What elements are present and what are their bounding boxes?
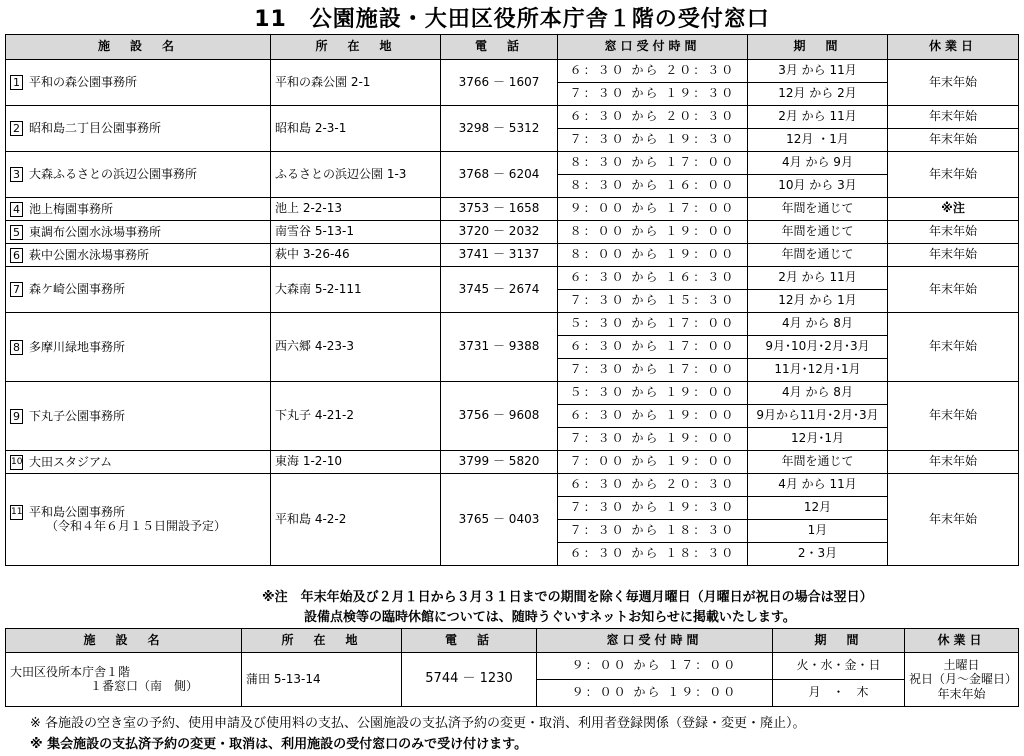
reception-time: ６：３０ から ２０：３０: [558, 106, 748, 129]
facility-name-cell: [6, 313, 271, 382]
office-header-address: 所 在 地: [242, 629, 402, 653]
reception-period: 2月 から 11月: [748, 267, 888, 290]
facility-name: 平和島公園事務所: [29, 505, 126, 520]
office-holiday-line: 年末年始: [937, 686, 986, 701]
facility-number: 3: [10, 167, 23, 182]
reception-period: 3月 から 11月: [748, 60, 888, 83]
facility-holiday: 年末年始: [888, 106, 1019, 129]
footer-note-2: ※ 集会施設の支払済予約の変更・取消は、利用施設の受付窓口のみで受け付けます。: [30, 737, 528, 752]
facility-phone: 3753 － 1658: [441, 198, 558, 221]
office-header-row: [6, 629, 1019, 653]
facility-holiday: 年末年始: [888, 451, 1019, 474]
facility-name: 平和の森公園事務所: [29, 75, 138, 89]
facility-name-cell: [6, 474, 271, 566]
facility-number: 6: [10, 248, 23, 263]
reception-period: 9月から11月･2月･3月: [748, 405, 888, 428]
reception-period: 12月 ・1月: [748, 129, 888, 152]
facility-name-cell: [6, 198, 271, 221]
office-row: [6, 653, 1019, 680]
reception-period: 4月 から 8月: [748, 313, 888, 336]
facility-holiday: 年末年始: [888, 244, 1019, 267]
facility-table: [5, 34, 1019, 566]
table-row: [6, 152, 1019, 175]
reception-period: 4月 から 8月: [748, 382, 888, 405]
reception-time: ７：３０ から １７：００: [558, 359, 748, 382]
reception-time: ８：００ から １９：００: [558, 244, 748, 267]
facility-number: 7: [10, 282, 23, 297]
reception-time: ６：３０ から １７：００: [558, 336, 748, 359]
facility-number: 11: [10, 505, 23, 520]
reception-period: 12月 から 1月: [748, 290, 888, 313]
table-row: [6, 267, 1019, 290]
facility-holiday: 年末年始: [888, 221, 1019, 244]
office-holiday-line: 祝日（月～金曜日）: [909, 672, 1018, 687]
facility-holiday: 年末年始: [888, 382, 1019, 451]
facility-phone: 3766 － 1607: [441, 60, 558, 106]
reception-period: 年間を通じて: [748, 244, 888, 267]
facility-number: 1: [10, 75, 23, 90]
facility-name-cell: [6, 267, 271, 313]
facility-phone: 3765 － 0403: [441, 474, 558, 566]
facility-address: 平和の森公園 2-1: [271, 60, 441, 106]
facility-name: 萩中公園水泳場事務所: [29, 247, 150, 262]
facility-address: 東海 1-2-10: [271, 451, 441, 474]
office-holiday-line: 土曜日: [943, 657, 980, 672]
facility-name: 大森ふるさとの浜辺公園事務所: [29, 167, 198, 181]
facility-number: 2: [10, 121, 23, 136]
office-period-2: 月 ・ 木: [773, 680, 905, 707]
facility-holiday: ※注: [888, 198, 1019, 221]
reception-time: ６：３０ から ２０：３０: [558, 60, 748, 83]
facility-address: 下丸子 4-21-2: [271, 382, 441, 451]
facility-name-cell: [6, 221, 271, 244]
facility-number: 8: [10, 340, 23, 355]
reception-period: 年間を通じて: [748, 451, 888, 474]
facility-number: 4: [10, 202, 23, 217]
facility-holiday: 年末年始: [888, 474, 1019, 566]
table-row: [6, 474, 1019, 497]
header-holiday: 休業日: [888, 35, 1019, 60]
facility-address: 大森南 5-2-111: [271, 267, 441, 313]
table-row: [6, 382, 1019, 405]
reception-time: ７：３０ から １９：３０: [558, 497, 748, 520]
facility-phone: 3298 － 5312: [441, 106, 558, 152]
reception-time: ６：３０ から １９：００: [558, 405, 748, 428]
facility-phone: 3745 － 2674: [441, 267, 558, 313]
facility-phone: 3720 － 2032: [441, 221, 558, 244]
facility-name: 大田スタジアム: [29, 454, 113, 469]
office-phone: 5744 － 1230: [402, 653, 537, 707]
note-2: 設備点検等の臨時休館については、随時うぐいすネットお知らせに掲載いたします。: [304, 610, 796, 625]
facility-name-cell: [6, 106, 271, 152]
facility-holiday: 年末年始: [888, 267, 1019, 313]
office-header-holiday: 休業日: [905, 629, 1019, 653]
table-row: [6, 313, 1019, 336]
reception-period: 10月 から 3月: [748, 175, 888, 198]
facility-name: 多摩川緑地事務所: [29, 339, 126, 354]
reception-period: 1月: [748, 520, 888, 543]
facility-note: （令和４年６月１５日開設予定）: [46, 519, 227, 534]
facility-phone: 3731 － 9388: [441, 313, 558, 382]
office-header-hours: 窓口受付時間: [537, 629, 773, 653]
table-header-row: [6, 35, 1019, 60]
header-hours: 窓口受付時間: [558, 35, 748, 60]
facility-phone: 3799 － 5820: [441, 451, 558, 474]
reception-period: 11月･12月･1月: [748, 359, 888, 382]
facility-name: 森ケ崎公園事務所: [29, 282, 126, 296]
reception-time: ７：３０ から １９：３０: [558, 83, 748, 106]
office-header-phone: 電 話: [402, 629, 537, 653]
footer-note-1: ※ 各施設の空き室の予約、使用申請及び使用料の支払、公園施設の支払済予約の変更・取消、利用者登録関係（登録・変更・廃止）。: [30, 716, 806, 731]
reception-time: ６：３０ から １６：３０: [558, 267, 748, 290]
reception-time: ８：３０ から １６：００: [558, 175, 748, 198]
facility-address: 南雪谷 5-13-1: [271, 221, 441, 244]
facility-name: 東調布公園水泳場事務所: [29, 224, 162, 239]
table-row: [6, 198, 1019, 221]
reception-time: ８：３０ から １７：００: [558, 152, 748, 175]
table-row: [6, 221, 1019, 244]
facility-name: 池上梅園事務所: [29, 201, 114, 216]
table-row: [6, 106, 1019, 129]
reception-period: 12月: [748, 497, 888, 520]
reception-time: ９：００ から １７：００: [558, 198, 748, 221]
facility-number: 10: [10, 455, 23, 470]
reception-time: ６：３０ から １８：３０: [558, 543, 748, 566]
reception-time: ５：３０ から １９：００: [558, 382, 748, 405]
reception-time: ７：３０ から １９：３０: [558, 129, 748, 152]
table-row: [6, 451, 1019, 474]
reception-period: 年間を通じて: [748, 221, 888, 244]
office-table: [5, 628, 1019, 707]
office-time-1: ９：００ から １７：００: [537, 653, 773, 680]
table-row: [6, 244, 1019, 267]
reception-time: ６：３０ から ２０：３０: [558, 474, 748, 497]
office-header-name: 施 設 名: [6, 629, 242, 653]
header-address: 所 在 地: [271, 35, 441, 60]
page-title: 11 公園施設・大田区役所本庁舎１階の受付窓口: [254, 7, 770, 32]
office-name-cell: [6, 653, 242, 707]
facility-address: 昭和島 2-3-1: [271, 106, 441, 152]
office-holiday: [905, 653, 1019, 707]
header-phone: 電 話: [441, 35, 558, 60]
facility-name-cell: [6, 244, 271, 267]
office-window: １番窓口（南 側）: [90, 678, 199, 693]
facility-address: 平和島 4-2-2: [271, 474, 441, 566]
office-time-2: ９：００ から １９：００: [537, 680, 773, 707]
facility-phone: 3768 － 6204: [441, 152, 558, 198]
facility-holiday: 年末年始: [888, 60, 1019, 106]
facility-name-cell: [6, 152, 271, 198]
facility-phone: 3756 － 9608: [441, 382, 558, 451]
facility-name-cell: [6, 60, 271, 106]
reception-time: ７：００ から １９：００: [558, 451, 748, 474]
office-name: 大田区役所本庁舎１階: [10, 664, 131, 679]
reception-time: ７：３０ から １８：３０: [558, 520, 748, 543]
facility-address: ふるさとの浜辺公園 1-3: [271, 152, 441, 198]
facility-number: 5: [10, 225, 23, 240]
header-period: 期 間: [748, 35, 888, 60]
reception-period: 2・3月: [748, 543, 888, 566]
facility-address: 西六郷 4-23-3: [271, 313, 441, 382]
reception-period: 4月 から 11月: [748, 474, 888, 497]
reception-period: 2月 から 11月: [748, 106, 888, 129]
reception-period: 4月 から 9月: [748, 152, 888, 175]
facility-name-cell: [6, 382, 271, 451]
facility-address: 萩中 3-26-46: [271, 244, 441, 267]
reception-time: ７：３０ から １５：３０: [558, 290, 748, 313]
facility-holiday: 年末年始: [888, 313, 1019, 382]
reception-time: ７：３０ から １９：００: [558, 428, 748, 451]
facility-holiday: 年末年始: [888, 129, 1019, 152]
header-name: 施 設 名: [6, 35, 271, 60]
office-header-period: 期 間: [773, 629, 905, 653]
office-address: 蒲田 5-13-14: [242, 653, 402, 707]
reception-time: ５：３０ から １７：００: [558, 313, 748, 336]
reception-period: 12月 から 2月: [748, 83, 888, 106]
reception-period: 12月･1月: [748, 428, 888, 451]
facility-number: 9: [10, 409, 23, 424]
office-period-1: 火・水・金・日: [773, 653, 905, 680]
facility-address: 池上 2-2-13: [271, 198, 441, 221]
facility-holiday: 年末年始: [888, 152, 1019, 198]
note-1: ※注 年末年始及び２月１日から３月３１日までの期間を除く毎週月曜日（月曜日が祝日の場合は翌日）: [262, 590, 873, 605]
reception-period: 年間を通じて: [748, 198, 888, 221]
facility-name: 昭和島二丁目公園事務所: [29, 121, 162, 135]
reception-period: 9月･10月･2月･3月: [748, 336, 888, 359]
table-row: [6, 60, 1019, 83]
facility-phone: 3741 － 3137: [441, 244, 558, 267]
reception-time: ８：００ から １９：００: [558, 221, 748, 244]
facility-name: 下丸子公園事務所: [29, 408, 126, 423]
facility-name-cell: [6, 451, 271, 474]
